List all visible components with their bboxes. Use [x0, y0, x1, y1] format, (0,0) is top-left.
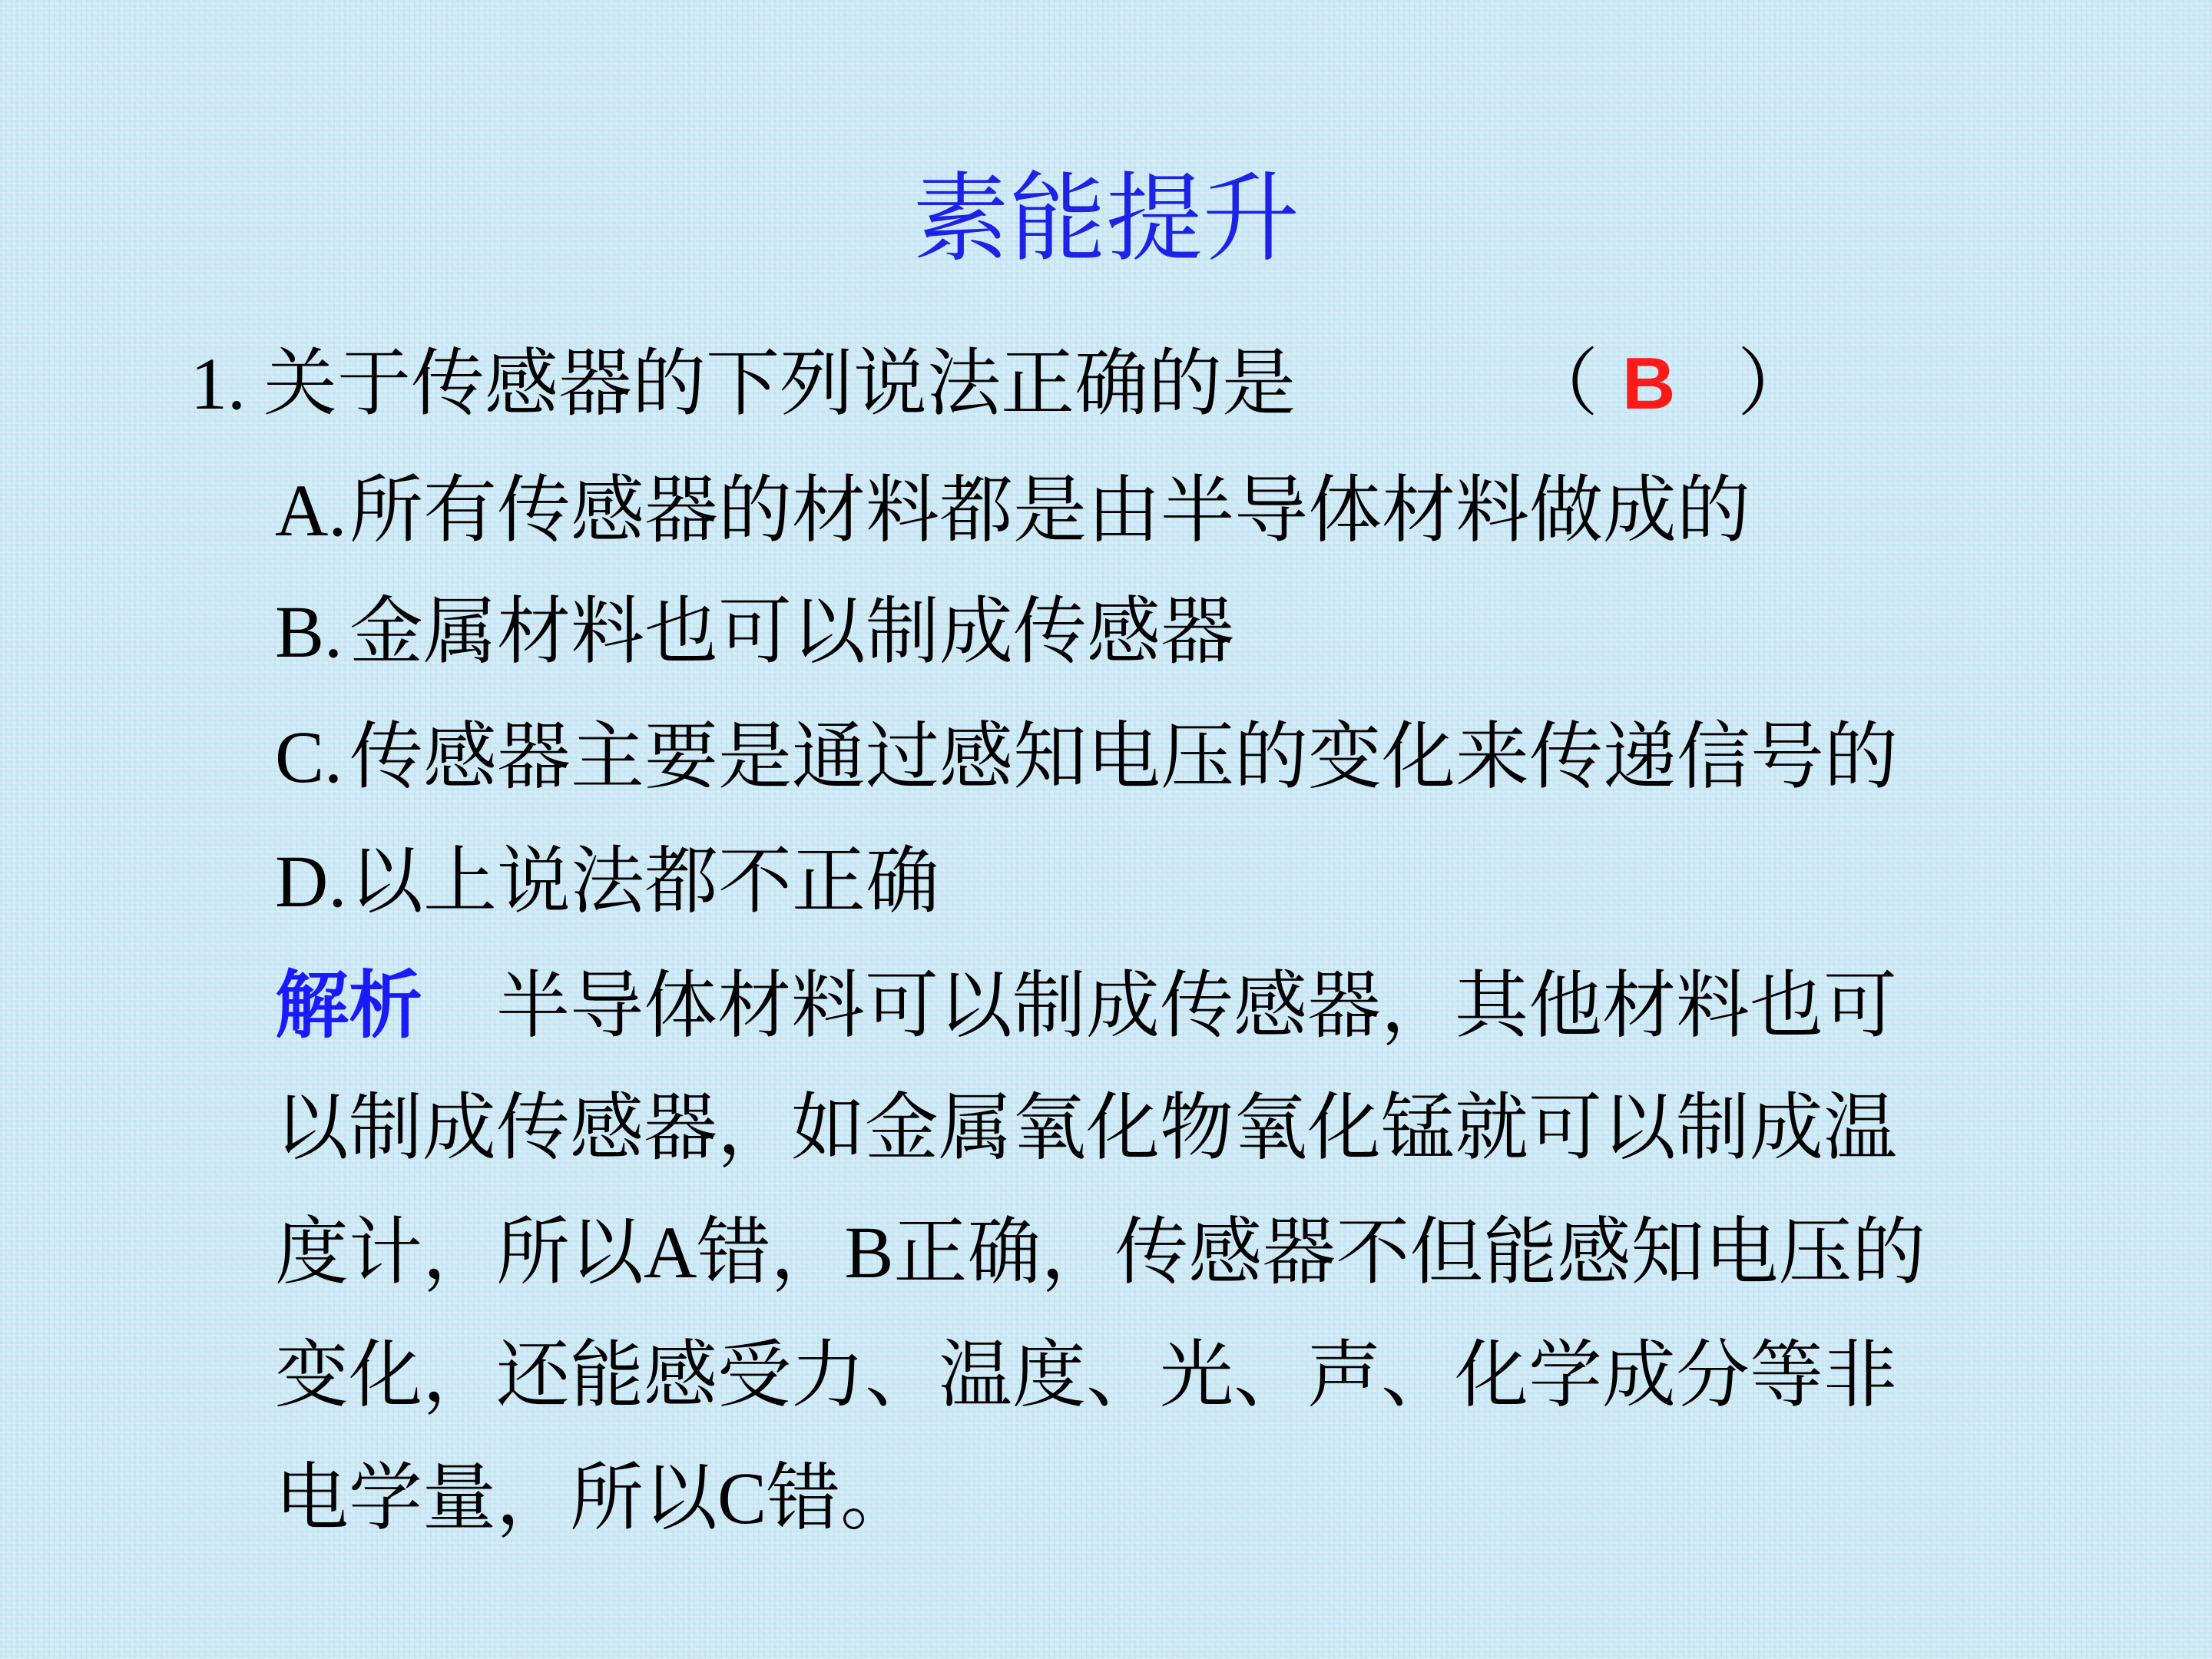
answer-paren-open: （ — [1525, 343, 1598, 425]
question-stem: 关于传感器的下列说法正确的是 — [263, 343, 1296, 425]
analysis-line: 电学量，所以C错。 — [275, 1457, 915, 1539]
question-number: 1. — [190, 343, 246, 425]
option-d — [275, 836, 939, 928]
answer-paren-close: ） — [1737, 343, 1811, 425]
analysis-line: 度计，所以A错，B正确，传感器不但能感知电压的 — [275, 1211, 1926, 1293]
option-text: 以上说法都不正确 — [349, 840, 939, 922]
analysis-label: 解析 — [275, 965, 422, 1047]
answer-letter: B — [1622, 343, 1676, 425]
option-b — [275, 586, 1234, 678]
option-text: 所有传感器的材料都是由半导体材料做成的 — [349, 469, 1750, 551]
analysis-line: 以制成传感器，如金属氧化物氧化锰就可以制成温 — [275, 1087, 1897, 1169]
analysis-line: 变化，还能感受力、温度、光、声、化学成分等非 — [275, 1334, 1897, 1416]
option-letter: B. — [275, 591, 343, 673]
option-letter: D. — [275, 840, 347, 922]
option-text: 传感器主要是通过感知电压的变化来传递信号的 — [349, 716, 1898, 798]
option-letter: A. — [275, 469, 347, 551]
option-c — [275, 711, 1898, 803]
slide-title: 素能提升 — [912, 164, 1300, 273]
analysis-line: 半导体材料可以制成传感器，其他材料也可 — [496, 965, 1897, 1047]
option-text: 金属材料也可以制成传感器 — [349, 591, 1234, 673]
option-a — [275, 465, 1750, 557]
option-letter: C. — [275, 716, 343, 798]
question-stem-line — [190, 338, 1296, 430]
